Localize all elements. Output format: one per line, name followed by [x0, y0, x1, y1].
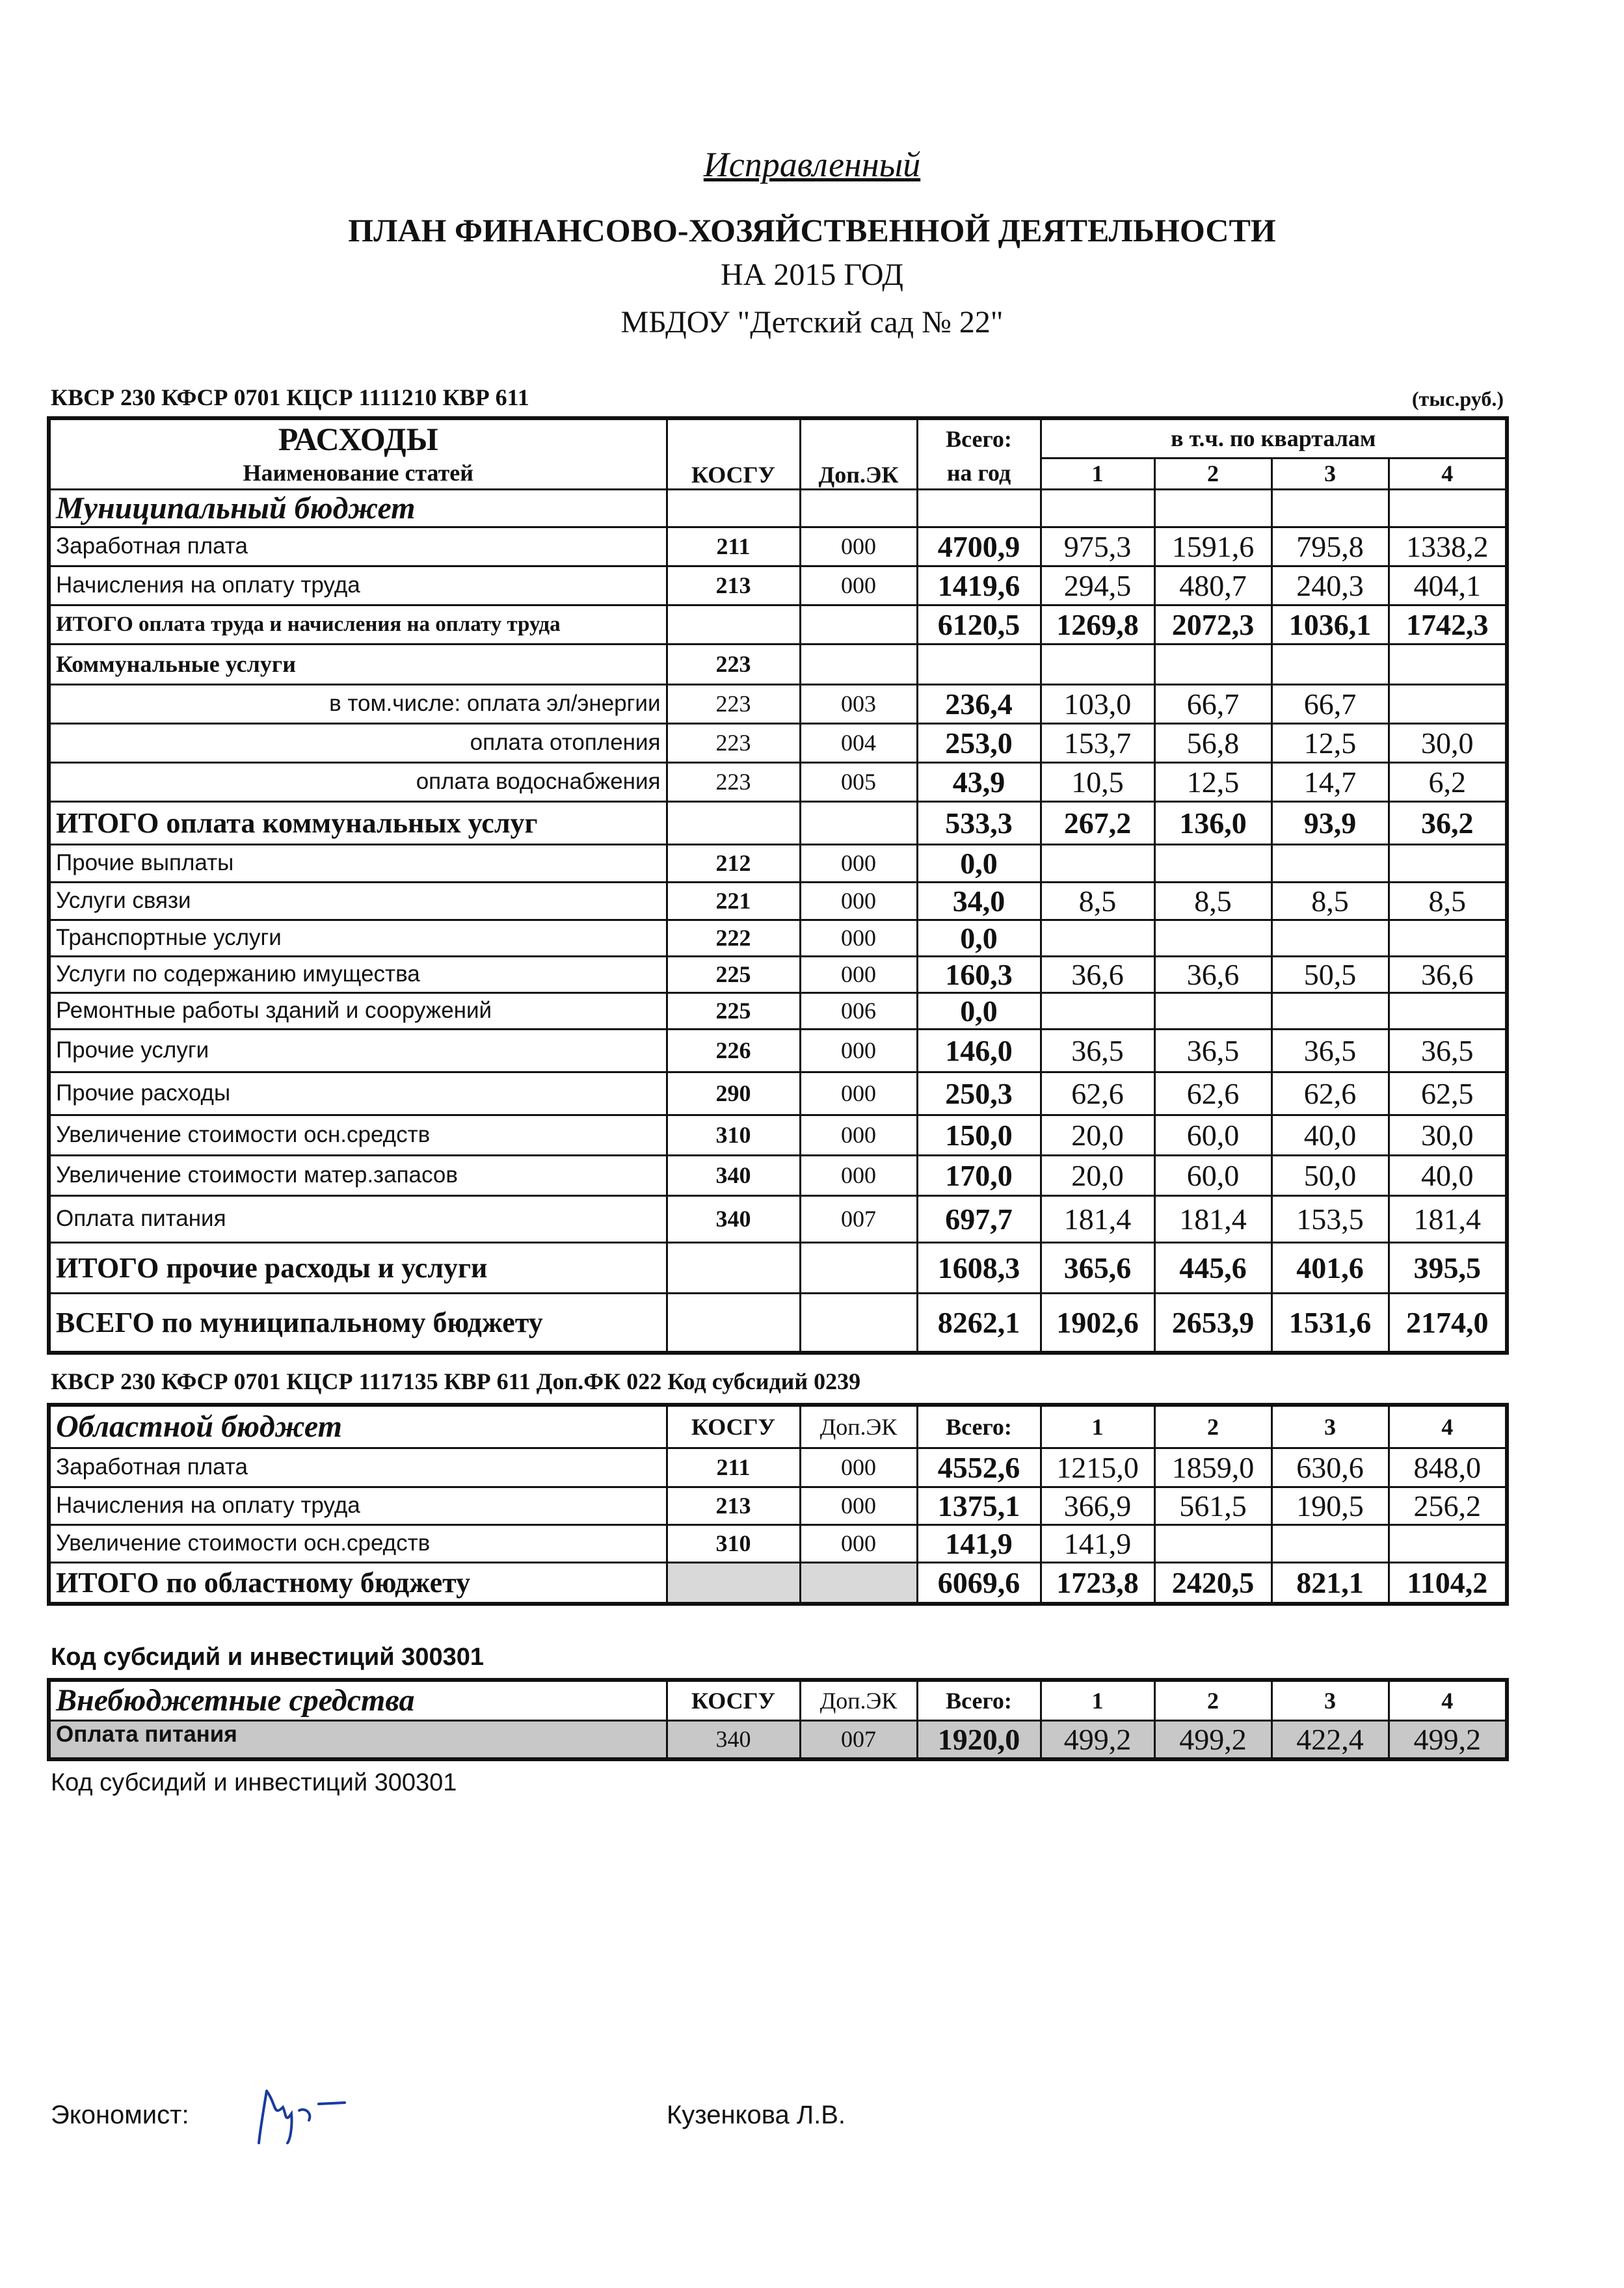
row-q3: 240,3 — [1271, 566, 1389, 605]
section-municipal: Муниципальный бюджет — [49, 489, 667, 527]
row-q4: 8,5 — [1389, 882, 1507, 920]
row-q4: 256,2 — [1389, 1487, 1507, 1524]
quarter-1-header: 1 — [1041, 458, 1154, 489]
row-q2: 136,0 — [1154, 801, 1271, 844]
row-dop: 000 — [800, 882, 917, 920]
row-q3: 36,5 — [1271, 1029, 1389, 1072]
row-q4 — [1389, 992, 1507, 1029]
row-q3: 8,5 — [1271, 882, 1389, 920]
row-name: Увеличение стоимости осн.средств — [49, 1524, 667, 1562]
table-header-row — [49, 1405, 1507, 1448]
row-total: 0,0 — [917, 920, 1041, 956]
row-q1: 20,0 — [1041, 1155, 1154, 1195]
row-q1: 267,2 — [1041, 801, 1154, 844]
row-kosgu: 223 — [667, 762, 800, 801]
table-row — [49, 1155, 1507, 1195]
row-dop: 007 — [800, 1720, 917, 1759]
table-row — [49, 684, 1507, 723]
row-name: ИТОГО прочие расходы и услуги — [49, 1242, 667, 1293]
row-q1: 10,5 — [1041, 762, 1154, 801]
row-total: 533,3 — [917, 801, 1041, 844]
quarter-3-header: 3 — [1271, 1680, 1389, 1720]
grand-total-row — [49, 1562, 1507, 1604]
row-total: 170,0 — [917, 1155, 1041, 1195]
row-dop: 000 — [800, 920, 917, 956]
row-q4: 2174,0 — [1389, 1293, 1507, 1353]
kosgu-header: КОСГУ — [667, 1405, 800, 1448]
row-q2 — [1154, 920, 1271, 956]
row-dop: 004 — [800, 723, 917, 762]
row-kosgu: 310 — [667, 1524, 800, 1562]
row-q1: 141,9 — [1041, 1524, 1154, 1562]
table-row — [49, 1487, 1507, 1524]
row-dop: 000 — [800, 566, 917, 605]
regional-budget-table — [47, 1403, 1509, 1606]
row-q1 — [1041, 844, 1154, 882]
row-total: 6069,6 — [917, 1562, 1041, 1604]
row-kosgu: 211 — [667, 527, 800, 566]
row-q4 — [1389, 844, 1507, 882]
grand-total-row — [49, 1293, 1507, 1353]
row-kosgu: 211 — [667, 1448, 800, 1487]
row-q2 — [1154, 992, 1271, 1029]
row-q2: 60,0 — [1154, 1155, 1271, 1195]
signatory-role: Экономист: — [51, 2101, 189, 2129]
table-row — [49, 1524, 1507, 1562]
row-total: 1419,6 — [917, 566, 1041, 605]
row-total: 253,0 — [917, 723, 1041, 762]
row-name: Начисления на оплату труда — [49, 1487, 667, 1524]
row-total: 1375,1 — [917, 1487, 1041, 1524]
row-dop: 000 — [800, 1524, 917, 1562]
kosgu-header: КОСГУ — [667, 418, 800, 489]
row-q1: 36,6 — [1041, 956, 1154, 992]
row-q3: 1531,6 — [1271, 1293, 1389, 1353]
row-kosgu: 223 — [667, 723, 800, 762]
total-header: Всего: — [917, 1680, 1041, 1720]
row-q3 — [1271, 1524, 1389, 1562]
row-total: 6120,5 — [917, 605, 1041, 644]
row-dop: 000 — [800, 956, 917, 992]
quarter-1-header: 1 — [1041, 1405, 1154, 1448]
row-q4 — [1389, 1524, 1507, 1562]
row-total: 250,3 — [917, 1072, 1041, 1115]
row-q1: 36,5 — [1041, 1029, 1154, 1072]
row-kosgu: 221 — [667, 882, 800, 920]
table-row — [49, 566, 1507, 605]
row-dop: 000 — [800, 1448, 917, 1487]
row-q4: 499,2 — [1389, 1720, 1507, 1759]
table-row — [49, 1448, 1507, 1487]
table-row — [49, 844, 1507, 882]
subsidy-code-bottom: Код субсидий и инвестиций 300301 — [51, 1769, 457, 1796]
row-name: Прочие расходы — [49, 1072, 667, 1115]
row-q1: 1269,8 — [1041, 605, 1154, 644]
document-title: ПЛАН ФИНАНСОВО-ХОЗЯЙСТВЕННОЙ ДЕЯТЕЛЬНОСТИ — [348, 212, 1276, 248]
row-name: Начисления на оплату труда — [49, 566, 667, 605]
row-q3: 821,1 — [1271, 1562, 1389, 1604]
row-q4: 848,0 — [1389, 1448, 1507, 1487]
row-q1: 62,6 — [1041, 1072, 1154, 1115]
signature-icon — [247, 2078, 390, 2149]
section-extrabudgetary: Внебюджетные средства — [49, 1680, 667, 1720]
row-q3: 62,6 — [1271, 1072, 1389, 1115]
row-total: 0,0 — [917, 844, 1041, 882]
row-q3: 190,5 — [1271, 1487, 1389, 1524]
row-total: 8262,1 — [917, 1293, 1041, 1353]
row-q1 — [1041, 920, 1154, 956]
budget-codes-2: КВСР 230 КФСР 0701 КЦСР 1117135 КВР 611 Доп.ФК 022 Код субсидий 0239 — [51, 1368, 861, 1394]
row-dop: 007 — [800, 1195, 917, 1242]
row-q2: 60,0 — [1154, 1115, 1271, 1155]
row-q4: 36,5 — [1389, 1029, 1507, 1072]
row-q2: 445,6 — [1154, 1242, 1271, 1293]
row-total: 697,7 — [917, 1195, 1041, 1242]
row-total: 1608,3 — [917, 1242, 1041, 1293]
row-name: ИТОГО оплата коммунальных услуг — [49, 801, 667, 844]
row-name: Увеличение стоимости матер.запасов — [49, 1155, 667, 1195]
row-dop: 003 — [800, 684, 917, 723]
row-q2: 1591,6 — [1154, 527, 1271, 566]
row-q3: 93,9 — [1271, 801, 1389, 844]
row-q2: 36,5 — [1154, 1029, 1271, 1072]
row-q4: 1338,2 — [1389, 527, 1507, 566]
row-q3: 1036,1 — [1271, 605, 1389, 644]
row-name: Прочие услуги — [49, 1029, 667, 1072]
row-q3: 66,7 — [1271, 684, 1389, 723]
quarter-2-header: 2 — [1154, 1405, 1271, 1448]
row-kosgu: 310 — [667, 1115, 800, 1155]
row-q2: 66,7 — [1154, 684, 1271, 723]
row-q1: 20,0 — [1041, 1115, 1154, 1155]
table-row — [49, 644, 1507, 684]
quarter-2-header: 2 — [1154, 1680, 1271, 1720]
row-q4: 181,4 — [1389, 1195, 1507, 1242]
subtotal-row — [49, 801, 1507, 844]
row-q4: 1742,3 — [1389, 605, 1507, 644]
table-row — [49, 723, 1507, 762]
row-name: Ремонтные работы зданий и сооружений — [49, 992, 667, 1029]
row-q1: 365,6 — [1041, 1242, 1154, 1293]
row-q2: 56,8 — [1154, 723, 1271, 762]
row-q3 — [1271, 992, 1389, 1029]
row-name: Услуги связи — [49, 882, 667, 920]
row-q2: 2420,5 — [1154, 1562, 1271, 1604]
row-q3: 50,0 — [1271, 1155, 1389, 1195]
row-total: 34,0 — [917, 882, 1041, 920]
row-total: 160,3 — [917, 956, 1041, 992]
row-q3 — [1271, 844, 1389, 882]
row-kosgu: 340 — [667, 1195, 800, 1242]
row-q2: 2653,9 — [1154, 1293, 1271, 1353]
row-kosgu: 223 — [667, 644, 800, 684]
kosgu-header: КОСГУ — [667, 1680, 800, 1720]
municipal-budget-table — [47, 416, 1509, 1355]
row-q4: 404,1 — [1389, 566, 1507, 605]
row-q1: 103,0 — [1041, 684, 1154, 723]
table-row — [49, 920, 1507, 956]
total-header: Всего: — [917, 1405, 1041, 1448]
row-total: 150,0 — [917, 1115, 1041, 1155]
row-dop: 000 — [800, 1487, 917, 1524]
table-row — [49, 1720, 1507, 1759]
table-header-row — [49, 1680, 1507, 1720]
row-q4: 1104,2 — [1389, 1562, 1507, 1604]
corrected-label: Исправленный — [703, 145, 921, 184]
quarter-1-header: 1 — [1041, 1680, 1154, 1720]
table-row — [49, 762, 1507, 801]
row-q1: 294,5 — [1041, 566, 1154, 605]
row-name: Услуги по содержанию имущества — [49, 956, 667, 992]
row-q4: 30,0 — [1389, 1115, 1507, 1155]
table-row — [49, 1115, 1507, 1155]
row-dop: 000 — [800, 1115, 917, 1155]
row-q2: 12,5 — [1154, 762, 1271, 801]
expenses-header: РАСХОДЫ — [49, 418, 667, 458]
row-q4: 6,2 — [1389, 762, 1507, 801]
row-kosgu: 225 — [667, 956, 800, 992]
row-q3: 153,5 — [1271, 1195, 1389, 1242]
row-name: Оплата питания — [49, 1720, 667, 1759]
row-dop: 000 — [800, 1072, 917, 1115]
row-q3: 795,8 — [1271, 527, 1389, 566]
row-name: Оплата питания — [49, 1195, 667, 1242]
budget-codes-1: КВСР 230 КФСР 0701 КЦСР 1111210 КВР 611 — [51, 384, 529, 410]
row-total: 1920,0 — [917, 1720, 1041, 1759]
quarter-4-header: 4 — [1389, 1405, 1507, 1448]
row-q1: 1902,6 — [1041, 1293, 1154, 1353]
row-dop: 000 — [800, 1029, 917, 1072]
quarter-2-header: 2 — [1154, 458, 1271, 489]
row-q4: 36,2 — [1389, 801, 1507, 844]
row-kosgu: 222 — [667, 920, 800, 956]
row-kosgu: 213 — [667, 1487, 800, 1524]
row-q2: 8,5 — [1154, 882, 1271, 920]
row-name: ВСЕГО по муниципальному бюджету — [49, 1293, 667, 1353]
row-q1: 8,5 — [1041, 882, 1154, 920]
subsidy-code-top: Код субсидий и инвестиций 300301 — [51, 1643, 484, 1671]
row-q4: 36,6 — [1389, 956, 1507, 992]
row-q4 — [1389, 920, 1507, 956]
row-total: 4552,6 — [917, 1448, 1041, 1487]
signatory-name: Кузенкова Л.В. — [667, 2101, 846, 2129]
table-header-row — [49, 418, 1507, 458]
row-kosgu: 290 — [667, 1072, 800, 1115]
row-q4: 30,0 — [1389, 723, 1507, 762]
row-total: 0,0 — [917, 992, 1041, 1029]
row-name: Заработная плата — [49, 1448, 667, 1487]
row-kosgu: 223 — [667, 684, 800, 723]
total-header-2: на год — [917, 458, 1041, 489]
document-year: НА 2015 ГОД — [721, 258, 903, 292]
row-q3: 422,4 — [1271, 1720, 1389, 1759]
row-q2: 1859,0 — [1154, 1448, 1271, 1487]
row-q2: 561,5 — [1154, 1487, 1271, 1524]
row-q1: 499,2 — [1041, 1720, 1154, 1759]
row-total: 236,4 — [917, 684, 1041, 723]
row-dop: 000 — [800, 527, 917, 566]
row-q3: 50,5 — [1271, 956, 1389, 992]
row-q1: 1723,8 — [1041, 1562, 1154, 1604]
row-dop: 000 — [800, 844, 917, 882]
units-label: (тыс.руб.) — [1411, 387, 1504, 410]
row-q3: 630,6 — [1271, 1448, 1389, 1487]
row-kosgu: 212 — [667, 844, 800, 882]
row-name: Заработная плата — [49, 527, 667, 566]
dop-ek-header: Доп.ЭК — [800, 1405, 917, 1448]
table-row — [49, 992, 1507, 1029]
row-q2: 499,2 — [1154, 1720, 1271, 1759]
row-total: 4700,9 — [917, 527, 1041, 566]
row-dop: 006 — [800, 992, 917, 1029]
table-row — [49, 882, 1507, 920]
row-q4: 395,5 — [1389, 1242, 1507, 1293]
row-q2: 62,6 — [1154, 1072, 1271, 1115]
row-q1 — [1041, 992, 1154, 1029]
section-regional: Областной бюджет — [49, 1405, 667, 1448]
row-q2: 181,4 — [1154, 1195, 1271, 1242]
quarter-3-header: 3 — [1271, 1405, 1389, 1448]
table-row — [49, 1072, 1507, 1115]
row-q3: 12,5 — [1271, 723, 1389, 762]
dop-ek-header: Доп.ЭК — [800, 1680, 917, 1720]
section-row — [49, 489, 1507, 527]
row-q2: 2072,3 — [1154, 605, 1271, 644]
row-kosgu: 340 — [667, 1720, 800, 1759]
row-kosgu: 213 — [667, 566, 800, 605]
row-dop: 005 — [800, 762, 917, 801]
quarter-4-header: 4 — [1389, 1680, 1507, 1720]
subtotal-row — [49, 1242, 1507, 1293]
row-q1: 1215,0 — [1041, 1448, 1154, 1487]
row-name: Увеличение стоимости осн.средств — [49, 1115, 667, 1155]
table-row — [49, 1195, 1507, 1242]
row-q4 — [1389, 684, 1507, 723]
row-name: Прочие выплаты — [49, 844, 667, 882]
table-row — [49, 1029, 1507, 1072]
row-q3: 401,6 — [1271, 1242, 1389, 1293]
total-header-1: Всего: — [917, 418, 1041, 458]
row-q2 — [1154, 1524, 1271, 1562]
row-total: 141,9 — [917, 1524, 1041, 1562]
row-dop: 000 — [800, 1155, 917, 1195]
quarter-4-header: 4 — [1389, 458, 1507, 489]
row-name: Коммунальные услуги — [49, 644, 667, 684]
row-q2: 36,6 — [1154, 956, 1271, 992]
row-q3: 40,0 — [1271, 1115, 1389, 1155]
row-q3 — [1271, 920, 1389, 956]
quarter-3-header: 3 — [1271, 458, 1389, 489]
row-q4: 40,0 — [1389, 1155, 1507, 1195]
row-q1: 181,4 — [1041, 1195, 1154, 1242]
name-header: Наименование статей — [49, 458, 667, 489]
row-total: 146,0 — [917, 1029, 1041, 1072]
row-total: 43,9 — [917, 762, 1041, 801]
row-kosgu: 225 — [667, 992, 800, 1029]
row-q4: 62,5 — [1389, 1072, 1507, 1115]
row-q2: 480,7 — [1154, 566, 1271, 605]
table-row — [49, 956, 1507, 992]
table-row — [49, 527, 1507, 566]
subtotal-row — [49, 605, 1507, 644]
row-name: в том.числе: оплата эл/энергии — [49, 684, 667, 723]
row-q3: 14,7 — [1271, 762, 1389, 801]
row-q2 — [1154, 844, 1271, 882]
row-name: оплата отопления — [49, 723, 667, 762]
row-q1: 153,7 — [1041, 723, 1154, 762]
row-kosgu: 226 — [667, 1029, 800, 1072]
organization-name: МБДОУ "Детский сад № 22" — [620, 305, 1004, 339]
row-name: ИТОГО по областному бюджету — [49, 1562, 667, 1604]
row-name: оплата водоснабжения — [49, 762, 667, 801]
quarters-header: в т.ч. по кварталам — [1041, 418, 1507, 458]
row-name: Транспортные услуги — [49, 920, 667, 956]
row-name: ИТОГО оплата труда и начисления на оплату труда — [49, 605, 667, 644]
extrabudgetary-table — [47, 1678, 1509, 1761]
row-kosgu: 340 — [667, 1155, 800, 1195]
row-q1: 366,9 — [1041, 1487, 1154, 1524]
dop-ek-header: Доп.ЭК — [800, 418, 917, 489]
row-q1: 975,3 — [1041, 527, 1154, 566]
